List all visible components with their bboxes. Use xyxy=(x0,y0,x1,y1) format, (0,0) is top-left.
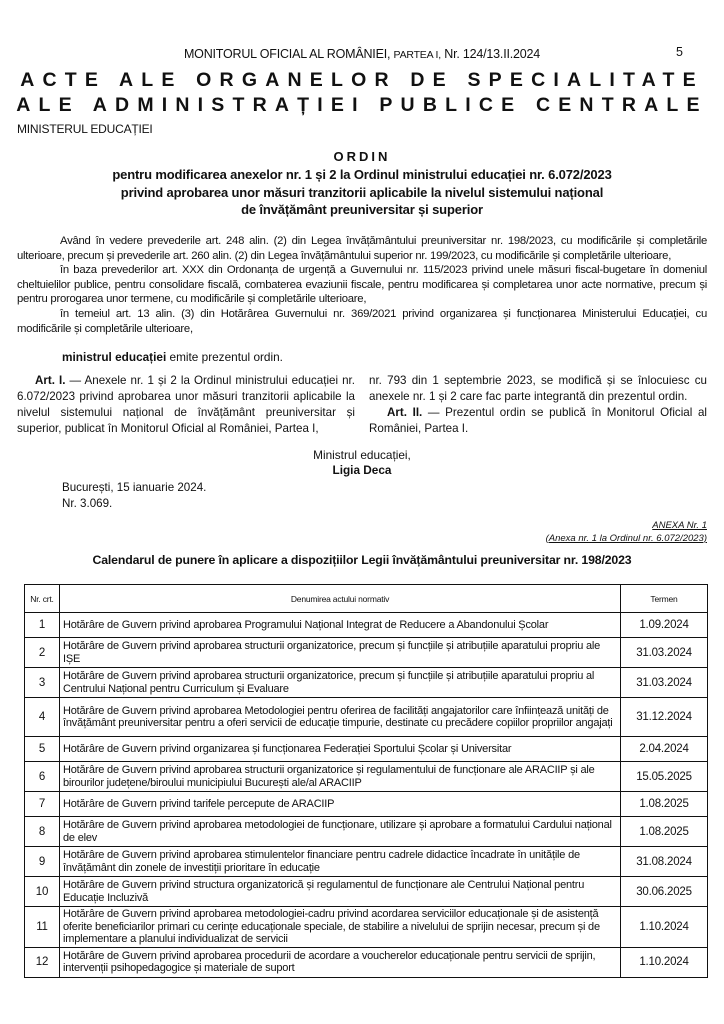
header-nr: Nr. crt. xyxy=(25,585,60,613)
header-name: Denumirea actului normativ xyxy=(60,585,621,613)
table-row xyxy=(25,698,708,737)
order-heading xyxy=(0,148,724,219)
article-1-text: — Anexele nr. 1 și 2 la Ordinul ministrului educației nr. 6.072/2023 privind aprobarea unor măsuri tranzitorii aplicabile la nivelul sistemului național de învățământ preuniversitar și superior, publicat în Monitorul Oficial al României, Partea I, xyxy=(17,374,355,435)
place-date-block xyxy=(62,480,206,512)
articles-left-column xyxy=(17,373,355,437)
table-row xyxy=(25,817,708,847)
row-nr: 6 xyxy=(25,762,60,792)
table-row xyxy=(25,613,708,638)
table-row xyxy=(25,762,708,792)
preamble-paragraph: în temeiul art. 13 alin. (3) din Hotărârea Guvernului nr. 369/2021 privind organizarea și funcționarea Ministerului Educației, cu modificările și completările ulterioare, xyxy=(17,307,707,335)
row-name: Hotărâre de Guvern privind structura organizatorică și regulamentul de funcționare ale Centrului Național pentru Educație Incluzivă xyxy=(60,877,621,907)
table-row xyxy=(25,877,708,907)
row-term: 1.08.2025 xyxy=(621,817,708,847)
table-row xyxy=(25,668,708,698)
enacting-authority: ministrul educației xyxy=(62,350,167,364)
order-subtitle-line-3: de învățământ preuniversitar și superior xyxy=(241,202,483,217)
article-2-label: Art. II. xyxy=(387,406,423,419)
row-name: Hotărâre de Guvern privind aprobarea metodologiei de funcționare, utilizare și aprobare a formatului Cardului național de elev xyxy=(60,817,621,847)
article-2-text: — Prezentul ordin se publică în Monitorul Oficial al României, Partea I. xyxy=(369,406,707,435)
publication-name: MONITORUL OFICIAL AL ROMÂNIEI, xyxy=(183,47,391,61)
enacting-text: emite prezentul ordin. xyxy=(166,350,283,364)
row-nr: 12 xyxy=(25,947,60,977)
article-1-continued: nr. 793 din 1 septembrie 2023, se modifică și se înlocuiesc cu anexele nr. 1 și 2 care fac parte integrantă din prezentul ordin. xyxy=(369,374,707,403)
table-row xyxy=(25,947,708,977)
row-name: Hotărâre de Guvern privind aprobarea structurii organizatorice, precum și funcțiile și atribuțiile aparatului propriu al Centrului Național pentru Curriculum și Evaluare xyxy=(60,668,621,698)
row-nr: 3 xyxy=(25,668,60,698)
table-row xyxy=(25,638,708,668)
row-term: 31.03.2024 xyxy=(621,668,708,698)
implementation-calendar-table xyxy=(24,584,708,978)
order-subtitle-line-1: pentru modificarea anexelor nr. 1 și 2 la Ordinul ministrului educației nr. 6.072/2023 xyxy=(112,167,612,182)
table-title: Calendarul de punere în aplicare a dispozițiilor Legii învățământului preuniversitar nr. 198/2023 xyxy=(92,553,632,567)
signatory-name: Ligia Deca xyxy=(332,463,392,477)
row-name: Hotărâre de Guvern privind aprobarea stimulentelor financiare pentru cadrele didactice încadrate în unitățile de învățământ din zonele de investiții prioritare în educație xyxy=(60,847,621,877)
section-title-line-2: ALE ADMINISTRAȚIEI PUBLICE CENTRALE xyxy=(16,94,708,116)
header-term: Termen xyxy=(621,585,708,613)
preamble xyxy=(17,234,707,336)
table-row xyxy=(25,792,708,817)
place-and-date: București, 15 ianuarie 2024. xyxy=(62,481,207,494)
row-nr: 9 xyxy=(25,847,60,877)
articles xyxy=(17,373,707,437)
table-row xyxy=(25,737,708,762)
annex-reference xyxy=(546,520,707,545)
row-name: Hotărâre de Guvern privind aprobarea structurii organizatorice, precum și funcțiile și atribuțiile aparatului propriu ale IȘE xyxy=(60,638,621,668)
signatory-role: Ministrul educației, xyxy=(313,448,411,462)
row-term: 31.12.2024 xyxy=(621,698,708,737)
annex-source: (Anexa nr. 1 la Ordinul nr. 6.072/2023) xyxy=(545,532,707,544)
row-term: 31.08.2024 xyxy=(621,847,708,877)
row-name: Hotărâre de Guvern privind aprobarea metodologiei-cadru privind acordarea serviciilor educaționale și de asistență oferite beneficiarilor primari cu cerințe educaționale speciale, de stabilire a nivelului de sprijin necesar, precum și de implementare a planului individualizat de servicii xyxy=(60,907,621,948)
table-row xyxy=(25,847,708,877)
signature-block xyxy=(0,448,724,478)
row-nr: 11 xyxy=(25,907,60,948)
section-title-line-1: ACTE ALE ORGANELOR DE SPECIALITATE xyxy=(20,69,704,91)
article-2 xyxy=(369,405,707,437)
annex-label: ANEXA Nr. 1 xyxy=(652,520,707,531)
row-term: 2.04.2024 xyxy=(621,737,708,762)
articles-right-column xyxy=(369,373,707,437)
page-number: 5 xyxy=(676,45,683,59)
row-term: 31.03.2024 xyxy=(621,638,708,668)
order-subtitle-line-2: privind aprobarea unor măsuri tranzitorii aplicabile la nivelul sistemului național xyxy=(120,184,604,200)
order-number: Nr. 3.069. xyxy=(62,497,113,510)
row-term: 1.10.2024 xyxy=(621,947,708,977)
running-header xyxy=(0,47,724,61)
row-name: Hotărâre de Guvern privind aprobarea structurii organizatorice și regulamentului de funcționare ale ARACIIP și ale birourilor județene/biroului municipiului București ale/al ARACIIP xyxy=(60,762,621,792)
row-name: Hotărâre de Guvern privind aprobarea procedurii de acordare a voucherelor educaționale pentru servicii de sprijin, intervenții psihopedagogice și materiale de suport xyxy=(60,947,621,977)
publication-issue: Nr. 124/13.II.2024 xyxy=(444,47,541,61)
order-title: ORDIN xyxy=(333,149,391,164)
row-name: Hotărâre de Guvern privind organizarea și funcționarea Federației Sportului Școlar și Universitar xyxy=(60,737,621,762)
enacting-clause xyxy=(62,350,283,364)
row-nr: 10 xyxy=(25,877,60,907)
table-header-row xyxy=(25,585,708,613)
row-nr: 1 xyxy=(25,613,60,638)
article-1-label: Art. I. xyxy=(35,374,66,387)
row-name: Hotărâre de Guvern privind aprobarea Metodologiei pentru oferirea de facilități angajatorilor care înființează unități de învățământ preuniversitar pentru a oferi servicii de educație timpurie, destinate cu precădere copiilor propriilor angajați xyxy=(60,698,621,737)
row-term: 1.08.2025 xyxy=(621,792,708,817)
preamble-paragraph: Având în vedere prevederile art. 248 alin. (2) din Legea învățământului preuniversitar nr. 198/2023, cu modificările și completările ulterioare, precum și prevederile art. 260 alin. (2) din Legea învățământului superior nr. 199/2023, cu modificările și completările ulterioare, xyxy=(17,235,707,262)
article-1 xyxy=(17,373,355,437)
table-row xyxy=(25,907,708,948)
preamble-paragraph: în baza prevederilor art. XXX din Ordonanța de urgență a Guvernului nr. 115/2023 privind unele măsuri fiscal-bugetare în domeniul cheltuielilor publice, pentru consolidare fiscală, combaterea evaziunii fiscale, pentru modificarea și completarea unor acte normative, precum și pentru prorogarea unor termene, cu modificările și completările ulterioare, xyxy=(17,264,707,306)
row-term: 15.05.2025 xyxy=(621,762,708,792)
row-nr: 4 xyxy=(25,698,60,737)
row-nr: 7 xyxy=(25,792,60,817)
row-term: 30.06.2025 xyxy=(621,877,708,907)
row-nr: 8 xyxy=(25,817,60,847)
row-nr: 2 xyxy=(25,638,60,668)
row-term: 1.09.2024 xyxy=(621,613,708,638)
row-nr: 5 xyxy=(25,737,60,762)
issuing-ministry: MINISTERUL EDUCAȚIEI xyxy=(17,122,153,136)
row-name: Hotărâre de Guvern privind tarifele percepute de ARACIIP xyxy=(60,792,621,817)
publication-part: PARTEA I, xyxy=(393,49,441,61)
row-term: 1.10.2024 xyxy=(621,907,708,948)
row-name: Hotărâre de Guvern privind aprobarea Programului Național Integrat de Reducere a Abandonului Școlar xyxy=(60,613,621,638)
